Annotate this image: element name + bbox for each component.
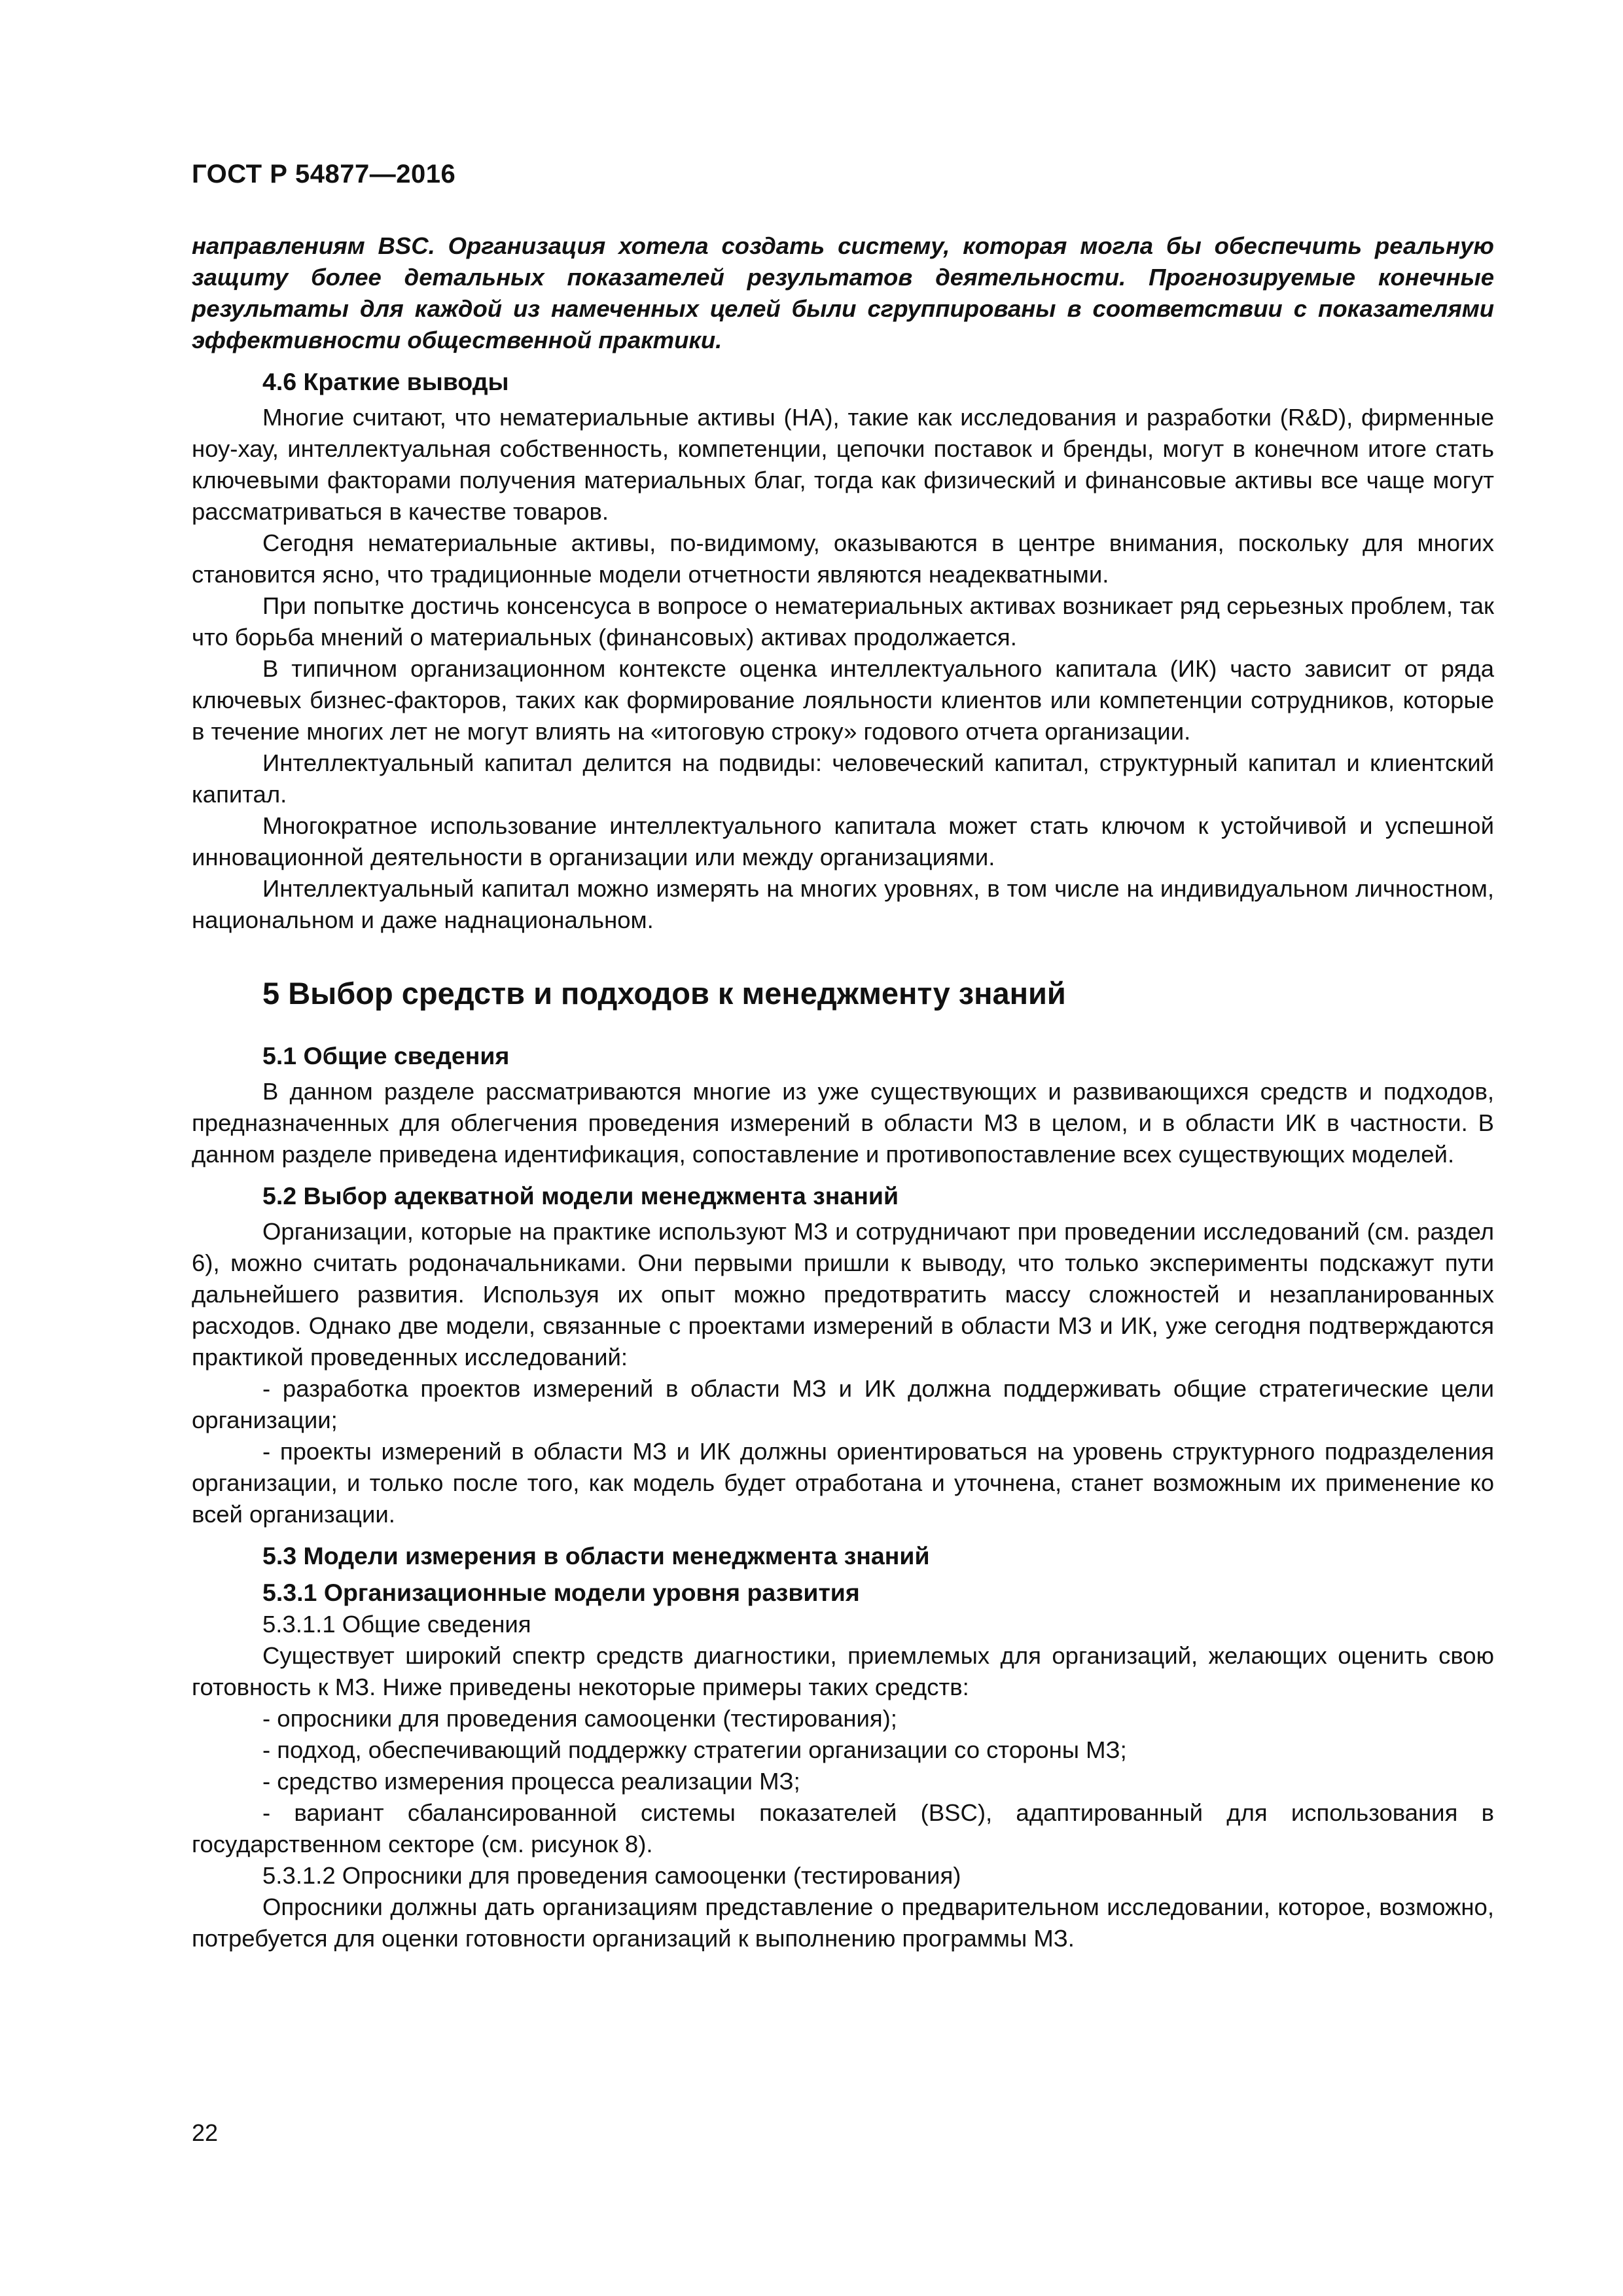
paragraph: Интеллектуальный капитал можно измерять на многих уровнях, в том числе на индивидуальном личностном, национальном и даже наднациональном. (192, 875, 1494, 933)
subsection-5-3-1-2-title: 5.3.1.2 Опросники для проведения самооценки (тестирования) (262, 1862, 961, 1889)
paragraph: Многократное использование интеллектуального капитала может стать ключом к устойчивой и успешной инновационной деятельности в организации или между организациями. (192, 812, 1494, 870)
section-4-6-heading: 4.6 Краткие выводы (262, 368, 509, 395)
list-item: - проекты измерений в области МЗ и ИК должны ориентироваться на уровень структурного подразделения организации, и только после того, как модель будет отработана и уточнена, станет возможным их применение ко всей организации. (192, 1438, 1494, 1528)
list-item: - подход, обеспечивающий поддержку стратегии организации со стороны МЗ; (262, 1736, 1127, 1763)
page-number: 22 (192, 2119, 219, 2146)
section-5-1-heading: 5.1 Общие сведения (262, 1042, 510, 1069)
section-5-3-1-heading: 5.3.1 Организационные модели уровня развития (262, 1579, 860, 1606)
section-5-heading: 5 Выбор средств и подходов к менеджменту знаний (262, 976, 1066, 1011)
list-item: - опросники для проведения самооценки (тестирования); (262, 1705, 897, 1732)
paragraph: Организации, которые на практике используют МЗ и сотрудничают при проведении исследований (см. раздел 6), можно считать родоначальниками. Они первыми пришли к выводу, что только эксперименты подскажут пути дальнейшего развития. Используя их опыт можно предотвратить массу сложностей и незапланированных расходов. Однако две модели, связанные с проектами измерений в области МЗ и ИК, уже сегодня подтверждаются практикой проведенных исследований: (192, 1218, 1494, 1371)
paragraph: В типичном организационном контексте оценка интеллектуального капитала (ИК) часто зависит от ряда ключевых бизнес-факторов, таких как формирование лояльности клиентов или компетенции сотрудников, которые в течение многих лет не могут влиять на «итоговую строку» годового отчета организации. (192, 655, 1494, 745)
paragraph: Интеллектуальный капитал делится на подвиды: человеческий капитал, структурный капитал и клиентский капитал. (192, 749, 1494, 808)
paragraph: При попытке достичь консенсуса в вопросе о нематериальных активах возникает ряд серьезных проблем, так что борьба мнений о материальных (финансовых) активах продолжается. (192, 592, 1494, 651)
paragraph: Существует широкий спектр средств диагностики, приемлемых для организаций, желающих оценить свою готовность к МЗ. Ниже приведены некоторые примеры таких средств: (192, 1642, 1494, 1700)
paragraph: Многие считают, что нематериальные активы (НА), такие как исследования и разработки (R&D), фирменные ноу-хау, интеллектуальная собственность, компетенции, цепочки поставок и бренды, могут в конечном итоге стать ключевыми факторами получения материальных благ, тогда как физический и финансовые активы все чаще могут рассматриваться в качестве товаров. (192, 404, 1494, 525)
intro-paragraph: направлениям BSC. Организация хотела создать систему, которая могла бы обеспечить реальную защиту более детальных показателей результатов деятельности. Прогнозируемые конечные результаты для каждой из намеченных целей были сгруппированы в соответствии с показателями эффективности общественной практики. (192, 232, 1494, 353)
paragraph: Опросники должны дать организациям представление о предварительном исследовании, которое, возможно, потребуется для оценки готовности организаций к выполнению программы МЗ. (192, 1893, 1494, 1952)
section-5-3-heading: 5.3 Модели измерения в области менеджмента знаний (262, 1542, 930, 1570)
section-5-2-heading: 5.2 Выбор адекватной модели менеджмента знаний (262, 1182, 899, 1210)
subsection-5-3-1-1-title: 5.3.1.1 Общие сведения (262, 1611, 531, 1638)
document-body (192, 230, 1494, 1954)
document-header: ГОСТ Р 54877—2016 (192, 160, 456, 188)
list-item: - разработка проектов измерений в области МЗ и ИК должна поддерживать общие стратегические цели организации; (192, 1375, 1494, 1433)
list-item: - средство измерения процесса реализации МЗ; (262, 1768, 800, 1795)
list-item: - вариант сбалансированной системы показателей (BSC), адаптированный для использования в государственном секторе (см. рисунок 8). (192, 1799, 1494, 1857)
paragraph: Сегодня нематериальные активы, по-видимому, оказываются в центре внимания, поскольку для многих становится ясно, что традиционные модели отчетности являются неадекватными. (192, 529, 1494, 588)
paragraph: В данном разделе рассматриваются многие из уже существующих и развивающихся средств и подходов, предназначенных для облегчения проведения измерений в области МЗ в целом, и в области ИК в частности. В данном разделе приведена идентификация, сопоставление и противопоставление всех существующих моделей. (192, 1078, 1494, 1168)
